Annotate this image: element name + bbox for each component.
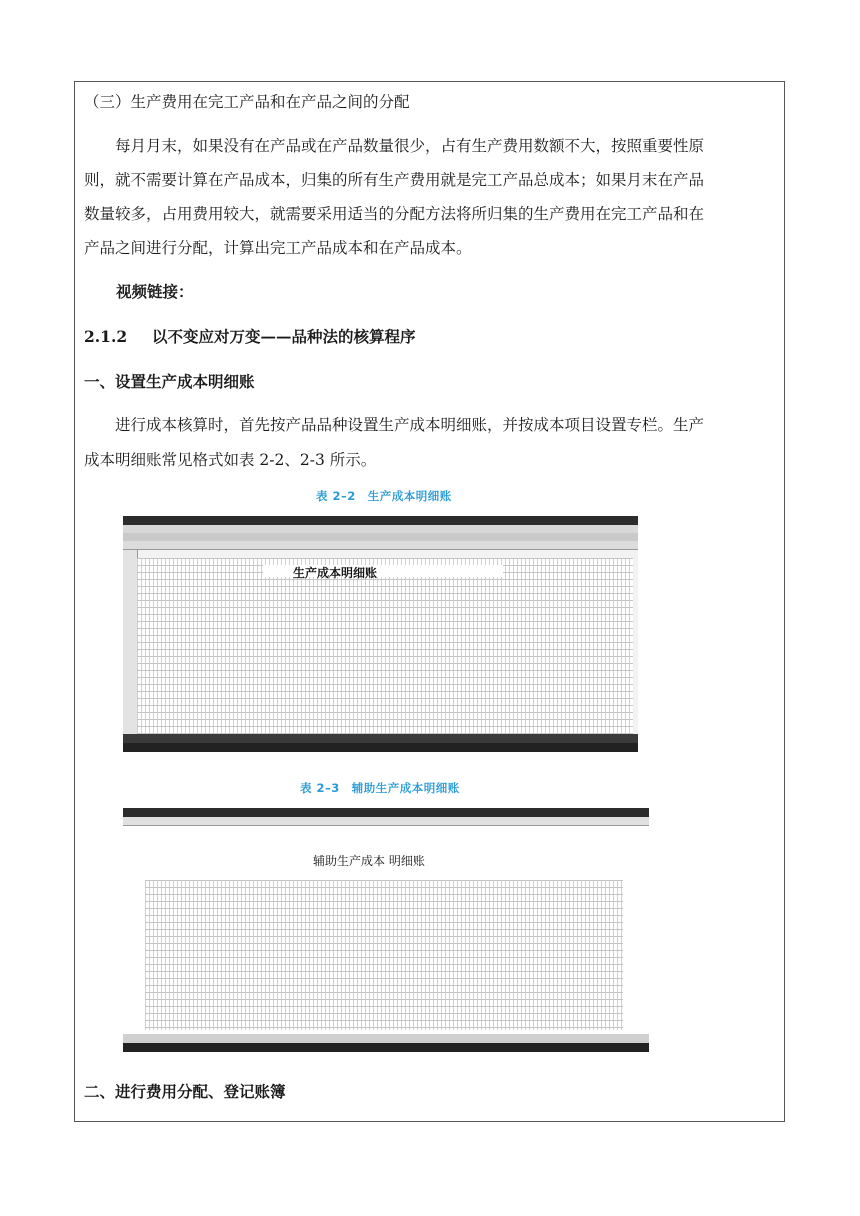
spreadsheet-grid <box>137 558 633 736</box>
heading-one: 一、设置生产成本明细账 <box>84 372 255 391</box>
table-2-3-screenshot <box>123 808 649 1052</box>
taskbar <box>123 1043 649 1052</box>
table-2-2-caption: 表 2–2 生产成本明细账 <box>316 489 452 503</box>
window-titlebar <box>123 808 649 817</box>
paragraph-line: 数量较多，占用费用较大，就需要采用适当的分配方法将所归集的生产费用在完工产品和在 <box>84 205 705 223</box>
menu-bar <box>123 525 638 533</box>
paragraph-line: 进行成本核算时，首先按产品品种设置生产成本明细账，并按成本项目设置专栏。生产 <box>115 416 705 434</box>
paragraph-line: 则，就不需要计算在产品成本，归集的所有生产费用就是完工产品总成本；如果月末在产品 <box>84 171 705 189</box>
spreadsheet-grid <box>145 880 623 1030</box>
subsection-number: 2.1.2 <box>84 327 128 346</box>
preview-toolbar <box>123 817 649 826</box>
paragraph-line: 成本明细账常见格式如表 2-2、2-3 所示。 <box>84 451 377 469</box>
row-headers <box>123 550 138 736</box>
formula-bar <box>123 541 638 550</box>
video-link-label[interactable]: 视频链接： <box>116 282 194 301</box>
status-bar <box>123 1034 649 1043</box>
taskbar <box>123 743 638 752</box>
paragraph-line: 产品之间进行分配，计算出完工产品成本和在产品成本。 <box>84 239 472 257</box>
heading-two: 二、进行费用分配、登记账簿 <box>84 1082 286 1101</box>
window-titlebar <box>123 516 638 525</box>
sheet-title: 生产成本明细账 <box>293 566 378 580</box>
section-heading: （三）生产费用在完工产品和在产品之间的分配 <box>84 93 410 111</box>
subsection-heading <box>84 327 774 347</box>
table-2-2-screenshot <box>123 516 638 752</box>
sheet-title: 辅助生产成本 明细账 <box>313 854 425 868</box>
subsection-title: 以不变应对万变——品种法的核算程序 <box>151 327 416 346</box>
sheet-tabs <box>123 734 638 743</box>
table-2-3-caption: 表 2–3 辅助生产成本明细账 <box>300 781 460 795</box>
paragraph-line: 每月月末，如果没有在产品或在产品数量很少，占有生产费用数额不大，按照重要性原 <box>115 137 705 155</box>
